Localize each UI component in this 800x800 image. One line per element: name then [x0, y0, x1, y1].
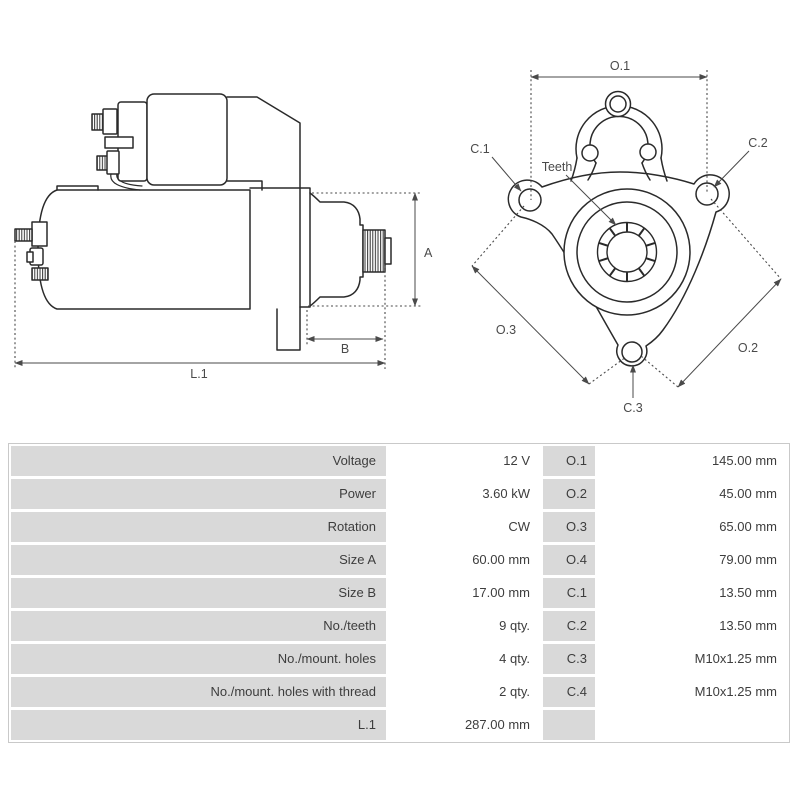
dim-label-c3: C.3 [623, 401, 643, 415]
spec-value: 12 V [389, 446, 540, 476]
spec-value: 9 qty. [389, 611, 540, 641]
side-view-drawing [15, 94, 391, 350]
terminal-bar [105, 137, 133, 148]
spec-table [8, 443, 790, 743]
spec-code-value [598, 710, 787, 740]
spec-value: 287.00 mm [389, 710, 540, 740]
spec-value: 2 qty. [389, 677, 540, 707]
drive-end-dome [310, 193, 363, 306]
ext-line-o2-upper [711, 199, 781, 279]
arch-inner-arc [590, 116, 648, 163]
spec-code-value: 45.00 mm [598, 479, 787, 509]
spec-value: 3.60 kW [389, 479, 540, 509]
spec-code-value: 145.00 mm [598, 446, 787, 476]
spec-code: O.1 [543, 446, 595, 476]
dim-label-c1: C.1 [470, 142, 490, 156]
spec-value: 4 qty. [389, 644, 540, 674]
mount-hole-c1 [519, 189, 541, 211]
spec-code: C.1 [543, 578, 595, 608]
gear-bore [607, 232, 647, 272]
spec-value: CW [389, 512, 540, 542]
dim-label-c2: C.2 [748, 136, 768, 150]
arch-top-hole [610, 96, 626, 112]
left-stud-upper [15, 229, 32, 241]
pinion-shaft-tip [385, 238, 391, 264]
spec-label: Size A [11, 545, 386, 575]
left-block-tab [27, 252, 33, 262]
motor-body [38, 190, 250, 309]
ext-line-o2-lower [641, 356, 678, 387]
spec-code-value: 65.00 mm [598, 512, 787, 542]
dim-label-o3: O.3 [495, 323, 517, 337]
spec-label: No./mount. holes with thread [11, 677, 386, 707]
gear-front [598, 223, 657, 282]
terminal-stud-upper [92, 114, 104, 130]
arch-hole-left [582, 145, 598, 161]
front-view-drawing [508, 92, 729, 366]
dim-line-o3 [472, 266, 589, 384]
spec-code-value: 13.50 mm [598, 578, 787, 608]
top-arch [571, 92, 667, 182]
dim-label-o2: O.2 [737, 341, 759, 355]
leader-c2 [714, 151, 749, 187]
left-terminal-plate [32, 222, 47, 246]
arch-hole-right [640, 144, 656, 160]
spec-code-value: M10x1.25 mm [598, 677, 787, 707]
spec-value: 17.00 mm [389, 578, 540, 608]
spec-code: O.3 [543, 512, 595, 542]
terminal-nut-upper [103, 109, 117, 134]
dim-label-o1: O.1 [609, 59, 631, 73]
mount-hole-c3 [622, 342, 642, 362]
spec-label: Voltage [11, 446, 386, 476]
dim-line-o2 [678, 279, 781, 387]
spec-code-value: 13.50 mm [598, 611, 787, 641]
spec-code: C.2 [543, 611, 595, 641]
leader-c1 [492, 157, 521, 191]
spec-label: No./teeth [11, 611, 386, 641]
spec-label: No./mount. holes [11, 644, 386, 674]
spec-code: C.3 [543, 644, 595, 674]
terminal-nut-lower [107, 151, 119, 174]
solenoid-body [147, 94, 227, 185]
spec-label: Rotation [11, 512, 386, 542]
spec-code [543, 710, 595, 740]
spec-code-value: 79.00 mm [598, 545, 787, 575]
dim-label-b: B [340, 342, 350, 356]
spec-code-value: M10x1.25 mm [598, 644, 787, 674]
dim-label-a: A [424, 246, 433, 260]
spec-label: Power [11, 479, 386, 509]
dim-label-l1: L.1 [190, 367, 208, 381]
left-stud-lower [32, 268, 48, 280]
spec-label: L.1 [11, 710, 386, 740]
spec-code: O.2 [543, 479, 595, 509]
pinion-gear [363, 230, 385, 272]
spec-code: O.4 [543, 545, 595, 575]
dim-label-teeth: Teeth [541, 160, 573, 174]
spec-label: Size B [11, 578, 386, 608]
spec-value: 60.00 mm [389, 545, 540, 575]
drive-end-face [300, 188, 310, 307]
spec-code: C.4 [543, 677, 595, 707]
